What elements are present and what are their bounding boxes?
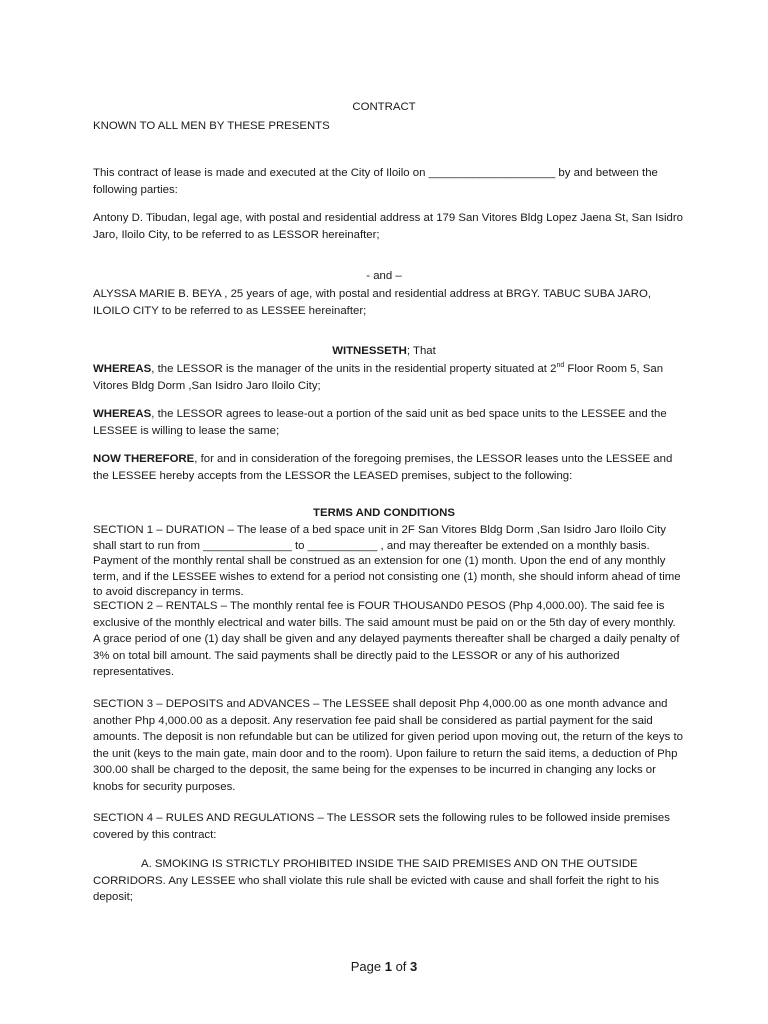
witnesseth-bold: WITNESSETH [332,345,407,358]
whereas-paragraph-2 [93,406,683,439]
whereas-1-text-a: , the LESSOR is the manager of the units in the residential property situated at 2 [151,363,557,375]
page-current: 1 [384,959,392,974]
footer-prefix: Page [350,959,385,974]
lessor-paragraph: Antony D. Tibudan, legal age, with postal and residential address at 179 San Vitores Bldg Lopez Jaena St, San Isidro Jaro, Iloilo City, to be referred to as LESSOR hereinafter; [93,212,683,241]
now-therefore-paragraph [93,451,683,484]
section-1-duration: SECTION 1 – DURATION – The lease of a bed space unit in 2F San Vitores Bldg Dorm ,San Isidro Jaro Iloilo City shall start to run from ______________ to ___________ , and may thereafter be extended on a monthly basis. Payment of the monthly rental shall be construed as an extension for one (1) month. Upon the end of any monthly term, and if the LESSEE wishes to extend for a period not consisting one (1) month, she should inform ahead of time to avoid discrepancy in terms. [93,524,681,599]
footer-mid: of [391,959,411,974]
section-3-deposits: SECTION 3 – DEPOSITS and ADVANCES – The LESSEE shall deposit Php 4,000.00 as one month advance and another Php 4,000.00 as a deposit. Any reservation fee paid shall be considered as partial payment for the said amounts. The deposit is non refundable but can be utilized for given period upon moving out, the return of the keys to the unit (keys to the main gate, main door and to the room). Upon failure to return the said items, a deduction of Php 300.00 shall be charged to the deposit, the same being for the expenses to be incurred in changing any locks or knobs for security purposes. [93,698,683,793]
rule-a-rest: Any LESSEE who shall violate this rule shall be evicted with cause and shall forfeit the right to his deposit; [93,874,660,904]
opening-paragraph: This contract of lease is made and executed at the City of Iloilo on ____________________ by and between the following parties: [93,167,658,196]
now-therefore-bold: NOW THEREFORE [93,453,195,465]
now-therefore-text: , for and in consideration of the foregoing premises, the LESSOR leases unto the LESSEE and the LESSEE hereby accepts from the LESSOR the LEASED premises, subject to the following: [93,453,673,482]
terms-heading: TERMS AND CONDITIONS [313,507,455,520]
whereas-1-bold: WHEREAS [93,363,152,375]
rule-a-paragraph [93,856,683,906]
lessee-paragraph: ALYSSA MARIE B. BEYA , 25 years of age, with postal and residential address at BRGY. TABUC SUBA JARO, ILOILO CITY to be referred to as LESSEE hereinafter; [93,288,651,317]
witnesseth-heading [0,343,768,360]
section-4-rules: SECTION 4 – RULES AND REGULATIONS – The LESSOR sets the following rules to be followed inside premises covered by this contract: [93,812,670,841]
whereas-1-superscript: nd [556,362,565,370]
whereas-2-bold: WHEREAS [93,408,152,420]
witnesseth-rest: ; That [406,345,436,358]
rule-a-first-line: A. SMOKING IS STRICTLY PROHIBITED INSIDE THE SAID PREMISES AND ON THE OUTSIDE CORRIDORS. [93,858,638,887]
page-total: 3 [410,959,418,974]
intro-line: KNOWN TO ALL MEN BY THESE PRESENTS [93,120,330,132]
contract-title: CONTRACT [352,101,416,114]
and-separator: - and – [366,270,402,283]
page-footer [0,959,768,976]
whereas-2-text: , the LESSOR agrees to lease-out a portion of the said unit as bed space units to the LESSEE and the LESSEE is willing to lease the same; [93,408,667,437]
section-2-rentals: SECTION 2 – RENTALS – The monthly rental fee is FOUR THOUSAND0 PESOS (Php 4,000.00). The said fee is exclusive of the monthly electrical and water bills. The said amount must be paid on or the 5th day of every monthly. A grace period of one (1) day shall be given and any delayed payments thereafter shall be charged a daily penalty of 3% on total bill amount. The said payments shall be directly paid to the LESSOR or any of his authorized representatives. [93,600,680,679]
whereas-paragraph-1 [93,361,683,394]
whereas-1-text-b: Floor Room 5, San Vitores Bldg Dorm ,San Isidro Jaro Iloilo City; [93,363,664,392]
